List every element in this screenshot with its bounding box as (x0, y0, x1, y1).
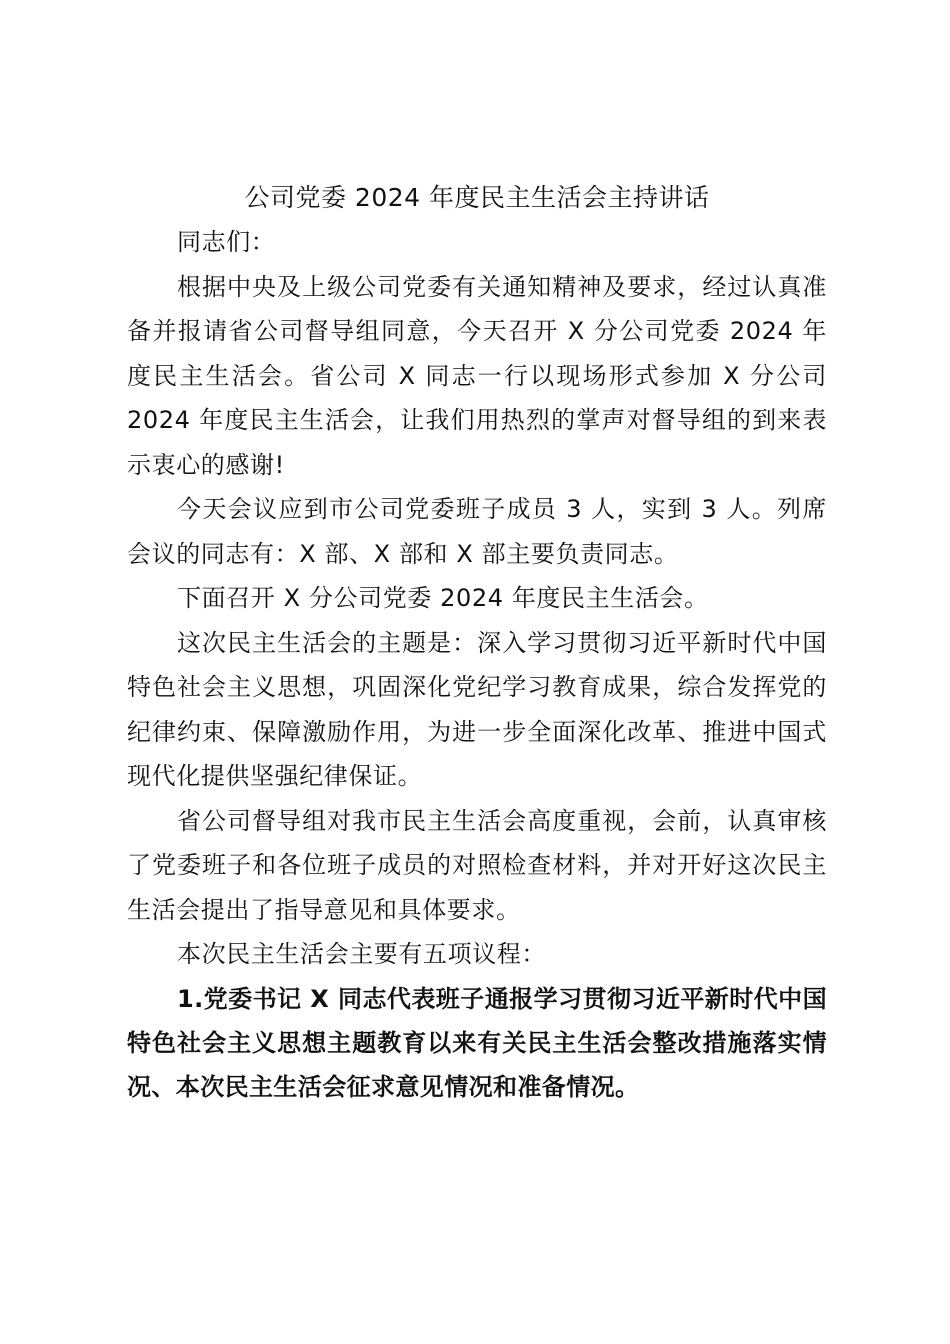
attendance-paragraph: 今天会议应到市公司党委班子成员 3 人，实到 3 人。列席会议的同志有：X 部、X 部和 X 部主要负责同志。 (127, 495, 827, 568)
document-title: 公司党委 2024 年度民主生活会主持讲话 (244, 183, 710, 212)
salutation: 同志们： (177, 228, 276, 256)
document-body (127, 176, 827, 1109)
meeting-start-paragraph: 下面召开 X 分公司党委 2024 年度民主生活会。 (177, 584, 709, 612)
agenda-item-1: 1.党委书记 X 同志代表班子通报学习贯彻习近平新时代中国特色社会主义思想主题教育以来有关民主生活会整改措施落实情况、本次民主生活会征求意见情况和准备情况。 (127, 984, 827, 1101)
opening-paragraph: 根据中央及上级公司党委有关通知精神及要求，经过认真准备并报请省公司督导组同意，今天召开 X 分公司党委 2024 年度民主生活会。省公司 X 同志一行以现场形式参加 X 分公司 2024 年度民主生活会，让我们用热烈的掌声对督导组的到来表示衷心的感谢! (127, 272, 827, 479)
agenda-intro-paragraph: 本次民主生活会主要有五项议程： (177, 940, 546, 968)
theme-paragraph: 这次民主生活会的主题是：深入学习贯彻习近平新时代中国特色社会主义思想，巩固深化党纪学习教育成果，综合发挥党的纪律约束、保障激励作用，为进一步全面深化改革、推进中国式现代化提供坚强纪律保证。 (127, 628, 827, 790)
supervision-paragraph: 省公司督导组对我市民主生活会高度重视，会前，认真审核了党委班子和各位班子成员的对照检查材料，并对开好这次民主生活会提出了指导意见和具体要求。 (127, 806, 827, 924)
